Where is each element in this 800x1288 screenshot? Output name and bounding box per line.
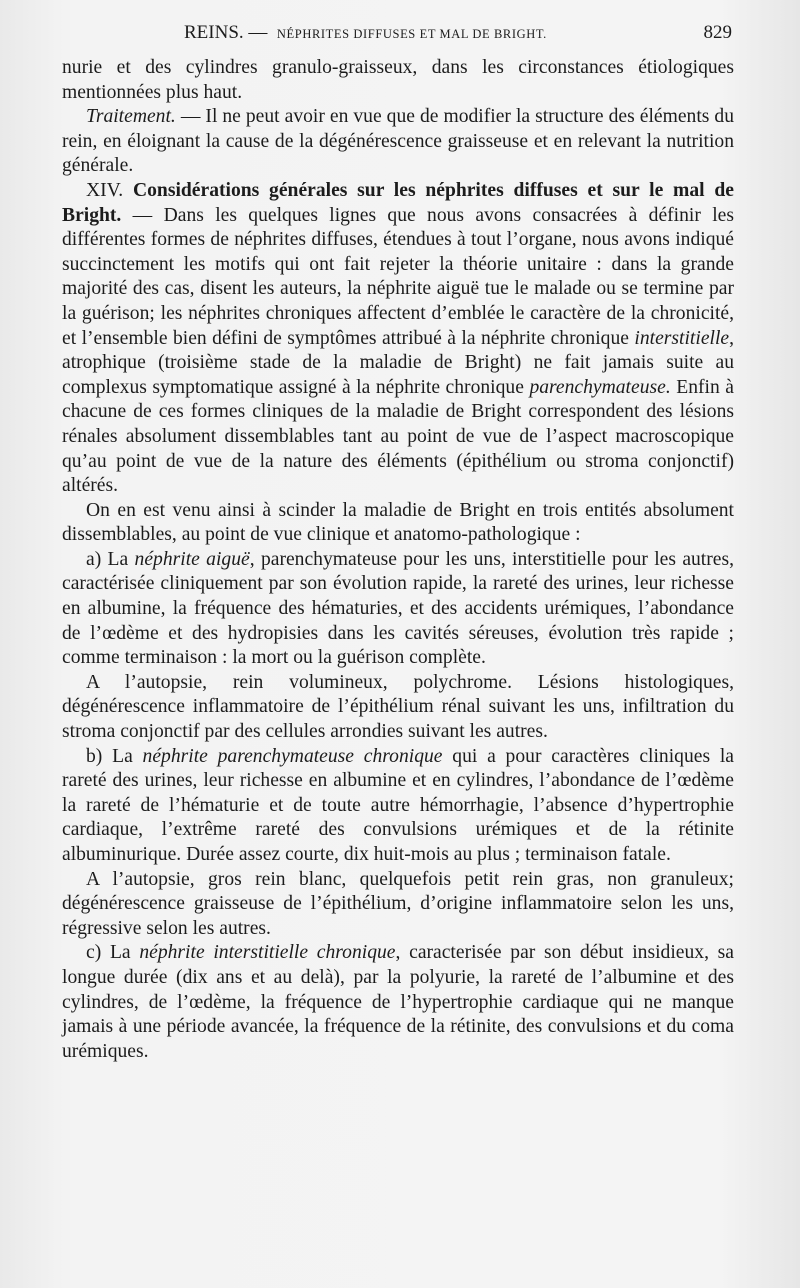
paragraph-autopsie-a bbox=[62, 671, 734, 745]
paragraph-text: , parenchymateuse pour les uns, interstitielle pour les autres, caractérisée cliniquement par son évolution rapide, la rareté des urines, leur richesse en albumine, la fréquence des hématuries, et des accidents urémiques, l’abondance de l’œdème et des hydropisies dans les cavités séreuses, évolution très rapide ; comme terminaison : la mort ou la guérison complète. bbox=[62, 548, 734, 669]
running-title bbox=[184, 18, 547, 49]
item-c-nephrite-interstitielle bbox=[62, 941, 734, 1064]
italic-term: parenchymateuse. bbox=[529, 376, 671, 398]
paragraph-text: , caracterisée par son début insidieux, sa longue durée (dix ans et au delà), par la polyurie, la rareté de l’albumine et des cylindres, de l’œdème, la fréquence de l’hypertrophie cardiaque qui ne manque jamais à une période avancée, la fréquence de la rétinite, des convulsions et du coma urémiques. bbox=[62, 942, 735, 1062]
item-label: a) La bbox=[86, 548, 135, 570]
item-a-nephrite-aigue bbox=[62, 548, 734, 671]
chapter-title: REINS. — bbox=[184, 22, 268, 43]
item-label: b) La bbox=[86, 745, 143, 767]
section-xiv bbox=[62, 179, 734, 499]
item-label: c) La bbox=[86, 942, 140, 964]
paragraph-text: — Il ne peut avoir en vue que de modifier la structure des éléments du rein, en éloignant la cause de la dégénérescence graisseuse et en relevant la nutrition générale. bbox=[62, 106, 734, 177]
italic-term: néphrite aiguë bbox=[134, 548, 250, 570]
paragraph-entites bbox=[62, 499, 734, 548]
italic-term: néphrite parenchymateuse chronique bbox=[142, 745, 443, 767]
body-text bbox=[62, 56, 734, 1064]
paragraph-traitement bbox=[62, 105, 734, 179]
running-header bbox=[62, 18, 738, 48]
paragraph-text: On en est venu ainsi à scinder la maladie de Bright en trois entités absolument dissemblables, au point de vue clinique et anatomo-pathologique : bbox=[62, 499, 734, 546]
paragraph-text: — Dans les quelques lignes que nous avons consacrées à définir les différentes formes de néphrites diffuses, étendues à tout l’organe, nous avons indiqué succinctement les motifs qui ont fait rejeter la théorie unitaire : dans la grande majorité des cas, disent les auteurs, la néphrite aiguë tue le malade ou se termine par la guérison; les néphrites chroniques affectent d’emblée le caractère de la chronicité, et l’ensemble bien défini de symptômes attribué à la néphrite chronique bbox=[62, 204, 734, 349]
paragraph-text: A l’autopsie, gros rein blanc, quelquefois petit rein gras, non granuleux; dégénérescence graisseuse de l’épithélium, d’origine inflammatoire selon les uns, régressive selon les autres. bbox=[62, 868, 734, 939]
paragraph-text: , atrophique (troisième stade de la maladie de Bright) ne fait jamais suite au complexus symptomatique assigné à la néphrite chronique bbox=[62, 327, 734, 398]
item-b-nephrite-parenchymateuse bbox=[62, 745, 734, 868]
section-heading: Considérations générales sur les néphrites diffuses et sur le mal de Bright. bbox=[62, 179, 734, 226]
paragraph-continuation bbox=[62, 56, 734, 105]
italic-term: interstitielle bbox=[634, 327, 730, 349]
chapter-subtitle: NÉPHRITES DIFFUSES ET MAL DE BRIGHT. bbox=[276, 27, 547, 41]
paragraph-autopsie-b bbox=[62, 868, 734, 942]
lead-term: Traitement. bbox=[86, 106, 176, 128]
paragraph-text: Enfin à chacune de ces formes cliniques de la maladie de Bright correspondent des lésions rénales absolument dissemblables tant au point de vue de l’aspect macroscopique qu’au point de vue de la nature des éléments (épithélium ou stroma conjonctif) altérés. bbox=[62, 376, 734, 497]
paragraph-text: qui a pour caractères cliniques la rareté des urines, leur richesse en albumine et en cylindres, l’abondance de l’œdème la rareté de l’hématurie et de toute autre hémorrhagie, l’absence d’hypertrophie cardiaque, l’extrême rareté des convulsions urémiques et de la rétinite albuminurique. Durée assez courte, dix huit-mois au plus ; terminaison fatale. bbox=[62, 745, 734, 865]
italic-term: néphrite interstitielle chronique bbox=[139, 942, 396, 964]
paragraph-text: nurie et des cylindres granulo-graisseux, dans les circonstances étiologiques mentionnées plus haut. bbox=[62, 57, 734, 103]
page-number: 829 bbox=[703, 22, 732, 43]
section-number: XIV. bbox=[86, 179, 124, 201]
paragraph-text: A l’autopsie, rein volumineux, polychrome. Lésions histologiques, dégénérescence inflammatoire de l’épithélium rénal suivant les uns, infiltration du stroma conjonctif par des cellules arrondies suivant les autres. bbox=[62, 671, 734, 743]
